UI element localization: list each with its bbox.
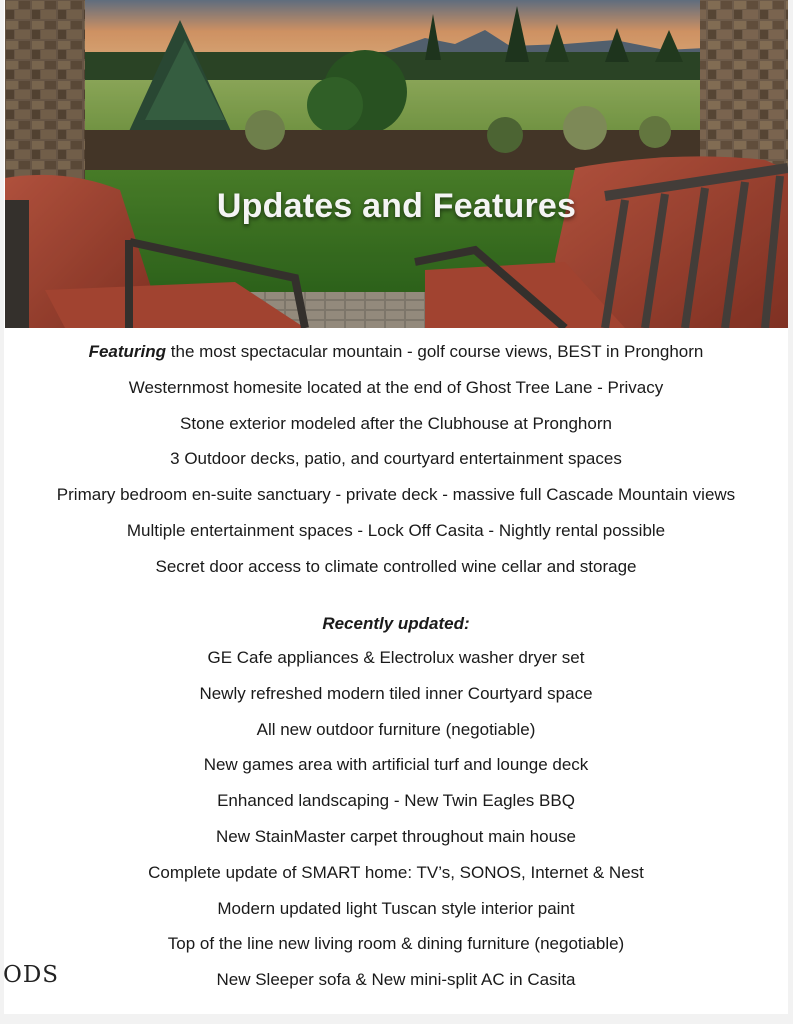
feature-text: Secret door access to climate controlled wine cellar and storage xyxy=(155,556,637,576)
updates-list xyxy=(4,640,788,998)
brand-logo: ODS xyxy=(3,962,60,988)
feature-line xyxy=(4,477,788,513)
feature-text: Primary bedroom en-suite sanctuary - private deck - massive full Cascade Mountain views xyxy=(56,485,736,505)
update-line: New StainMaster carpet throughout main house xyxy=(215,826,577,846)
feature-line xyxy=(4,334,788,370)
feature-line xyxy=(4,406,788,442)
feature-line xyxy=(4,549,788,585)
update-line: GE Cafe appliances & Electrolux washer dryer set xyxy=(207,648,585,667)
feature-text: the most spectacular mountain - golf course views, BEST in Pronghorn xyxy=(166,342,704,361)
update-line: Modern updated light Tuscan style interior paint xyxy=(217,898,575,918)
recently-updated-heading: Recently updated: xyxy=(322,614,470,633)
feature-text: 3 Outdoor decks, patio, and courtyard entertainment spaces xyxy=(170,449,622,469)
update-line: Newly refreshed modern tiled inner Courtyard space xyxy=(199,683,593,703)
update-line: Top of the line new living room & dining furniture (negotiable) xyxy=(167,934,625,954)
feature-line xyxy=(4,513,788,549)
feature-line xyxy=(4,441,788,477)
feature-line xyxy=(4,370,788,406)
update-line: New games area with artificial turf and lounge deck xyxy=(203,755,589,775)
update-line: All new outdoor furniture (negotiable) xyxy=(256,719,536,739)
hero-title: Updates and Features xyxy=(216,187,577,225)
feature-text: Multiple entertainment spaces - Lock Off Casita - Nightly rental possible xyxy=(126,520,666,540)
hero-image xyxy=(5,0,788,328)
feature-text: Westernmost homesite located at the end of Ghost Tree Lane - Privacy xyxy=(128,377,664,397)
update-line: Complete update of SMART home: TV’s, SONOS, Internet & Nest xyxy=(148,862,644,882)
update-line: Enhanced landscaping - New Twin Eagles BBQ xyxy=(217,791,575,811)
patio-mountain-view-photo xyxy=(5,0,788,328)
feature-lead: Featuring xyxy=(88,342,167,361)
feature-text: Stone exterior modeled after the Clubhouse at Pronghorn xyxy=(180,413,612,433)
features-list xyxy=(4,334,788,585)
update-line: New Sleeper sofa & New mini-split AC in Casita xyxy=(216,970,576,990)
